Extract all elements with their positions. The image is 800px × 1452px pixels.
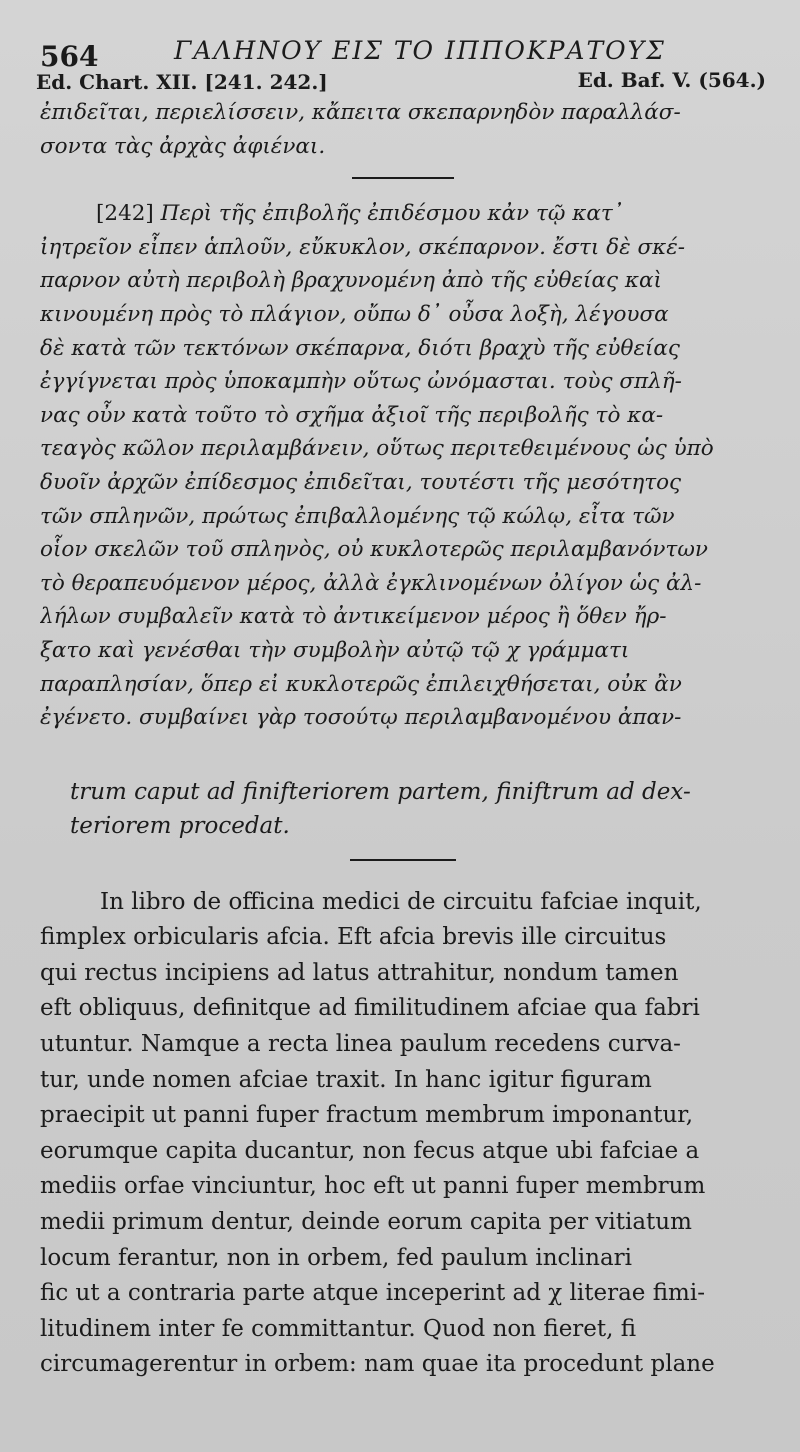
page-number: 564 [40,40,99,73]
edition-chartier-ref: Ed. Chart. XII. [241. 242.] [36,70,328,94]
latin-line: litudinem inter fe committantur. Quod non fieret, fi [40,1315,637,1342]
greek-line: λήλων συμβαλεῖν κατὰ τὸ ἀντικείμενον μέρος ἢ ὅθεν ἤρ- [40,604,667,630]
latin-line: utuntur. Namque a recta linea paulum recedens curva- [40,1031,681,1058]
section-marker: [242] [96,201,154,227]
latin-italic-line: teriorem procedat. [70,812,290,839]
edition-basel-ref: Ed. Baf. V. (564.) [577,68,766,92]
page-header [40,26,766,73]
greek-line: ἐγένετο. συμβαίνει γὰρ τοσούτῳ περιλαμβανομένου ἀπαν- [40,705,682,731]
greek-line: κινουμένη πρὸς τὸ πλάγιον, οὔπω δ᾽ οὖσα λοξὴ, λέγουσα [40,301,669,327]
latin-line: mediis orfae vinciuntur, hoc eft ut panni fuper membrum [40,1173,706,1200]
greek-intro-paragraph [40,96,766,163]
edition-reference-line [36,66,766,96]
greek-line: παρνον αὐτὴ περιβολὴ βραχυνομένη ἀπὸ τῆς εὐθείας καὶ [40,268,662,294]
greek-section-paragraph [40,197,766,735]
latin-line: qui rectus incipiens ad latus attrahitur, nondum tamen [40,959,679,986]
latin-italic-line: trum caput ad finifteriorem partem, finiftrum ad dex- [70,778,691,805]
greek-line: τεαγὸς κῶλον περιλαμβάνειν, οὕτως περιτεθειμένους ὡς ὑπὸ [40,436,714,462]
greek-line: σοντα τὰς ἀρχὰς ἀφιέναι. [40,133,326,159]
greek-line: ἰητρεῖον εἶπεν ἁπλοῦν, εὔκυκλον, σκέπαρνον. ἔστι δὲ σκέ- [40,234,686,260]
latin-line: In libro de officina medici de circuitu fafciae inquit, [100,888,702,915]
latin-line: tur, unde nomen afciae traxit. In hanc igitur figuram [40,1066,652,1093]
latin-line: locum ferantur, non in orbem, fed paulum inclinari [40,1244,633,1271]
latin-line: praecipit ut panni fuper fractum membrum imponantur, [40,1102,694,1129]
latin-line: fic ut a contraria parte atque inceperint ad χ literae fimi- [40,1280,705,1307]
greek-line: νας οὖν κατὰ τοῦτο τὸ σχῆμα ἀξιοῖ τῆς περιβολῆς τὸ κα- [40,402,664,428]
section-divider [352,177,454,179]
greek-line: δὲ κατὰ τῶν τεκτόνων σκέπαρνα, διότι βραχὺ τῆς εὐθείας [40,335,680,361]
greek-line: παραπλησίαν, ὅπερ εἰ κυκλοτερῶς ἐπιλειχθήσεται, οὐκ ἂν [40,671,682,697]
greek-line: τὸ θεραπευόμενον μέρος, ἀλλὰ ἐγκλινομένων ὀλίγον ὡς ἀλ- [40,570,702,596]
greek-line: τῶν σπληνῶν, πρώτως ἐπιβαλλομένης τῷ κώλῳ, εἶτα τῶν [40,503,675,529]
greek-line: ξατο καὶ γενέσθαι τὴν συμβολὴν αὐτῷ τῷ χ γράμματι [40,637,630,663]
greek-line-first [40,197,766,231]
greek-line: οἷον σκελῶν τοῦ σπληνὸς, οὐ κυκλοτερῶς περιλαμβανόντων [40,537,708,563]
latin-line: eorumque capita ducantur, non fecus atque ubi fafciae a [40,1137,700,1164]
greek-line: δυοῖν ἀρχῶν ἐπίδεσμος ἐπιδεῖται, τουτέστι τῆς μεσότητος [40,469,682,495]
running-title: ΓΑΛΗΝΟΥ ΕΙΣ ΤΟ ΙΠΠΟΚΡΑΤΟΥΣ [174,36,666,65]
latin-line: fimplex orbicularis afcia. Eft afcia brevis ille circuitus [40,924,667,951]
latin-line: eft obliquus, definitque ad fimilitudinem afciae qua fabri [40,995,700,1022]
latin-continuation-paragraph [40,775,766,843]
latin-line: circumagerentur in orbem: nam quae ita procedunt plane [40,1351,715,1378]
latin-translation-paragraph [40,885,766,1383]
latin-line: medii primum dentur, deinde eorum capita per vitiatum [40,1209,692,1236]
greek-line: ἐγγίγνεται πρὸς ὑποκαμπὴν οὕτως ὠνόμασται. τοὺς σπλῆ- [40,369,682,395]
greek-line-text: Περὶ τῆς ἐπιβολῆς ἐπιδέσμου κἀν τῷ κατ᾽ [160,201,624,227]
greek-line: ἐπιδεῖται, περιελίσσειν, κἄπειτα σκεπαρνηδὸν παραλλάσ- [40,100,681,125]
section-divider [350,859,456,861]
